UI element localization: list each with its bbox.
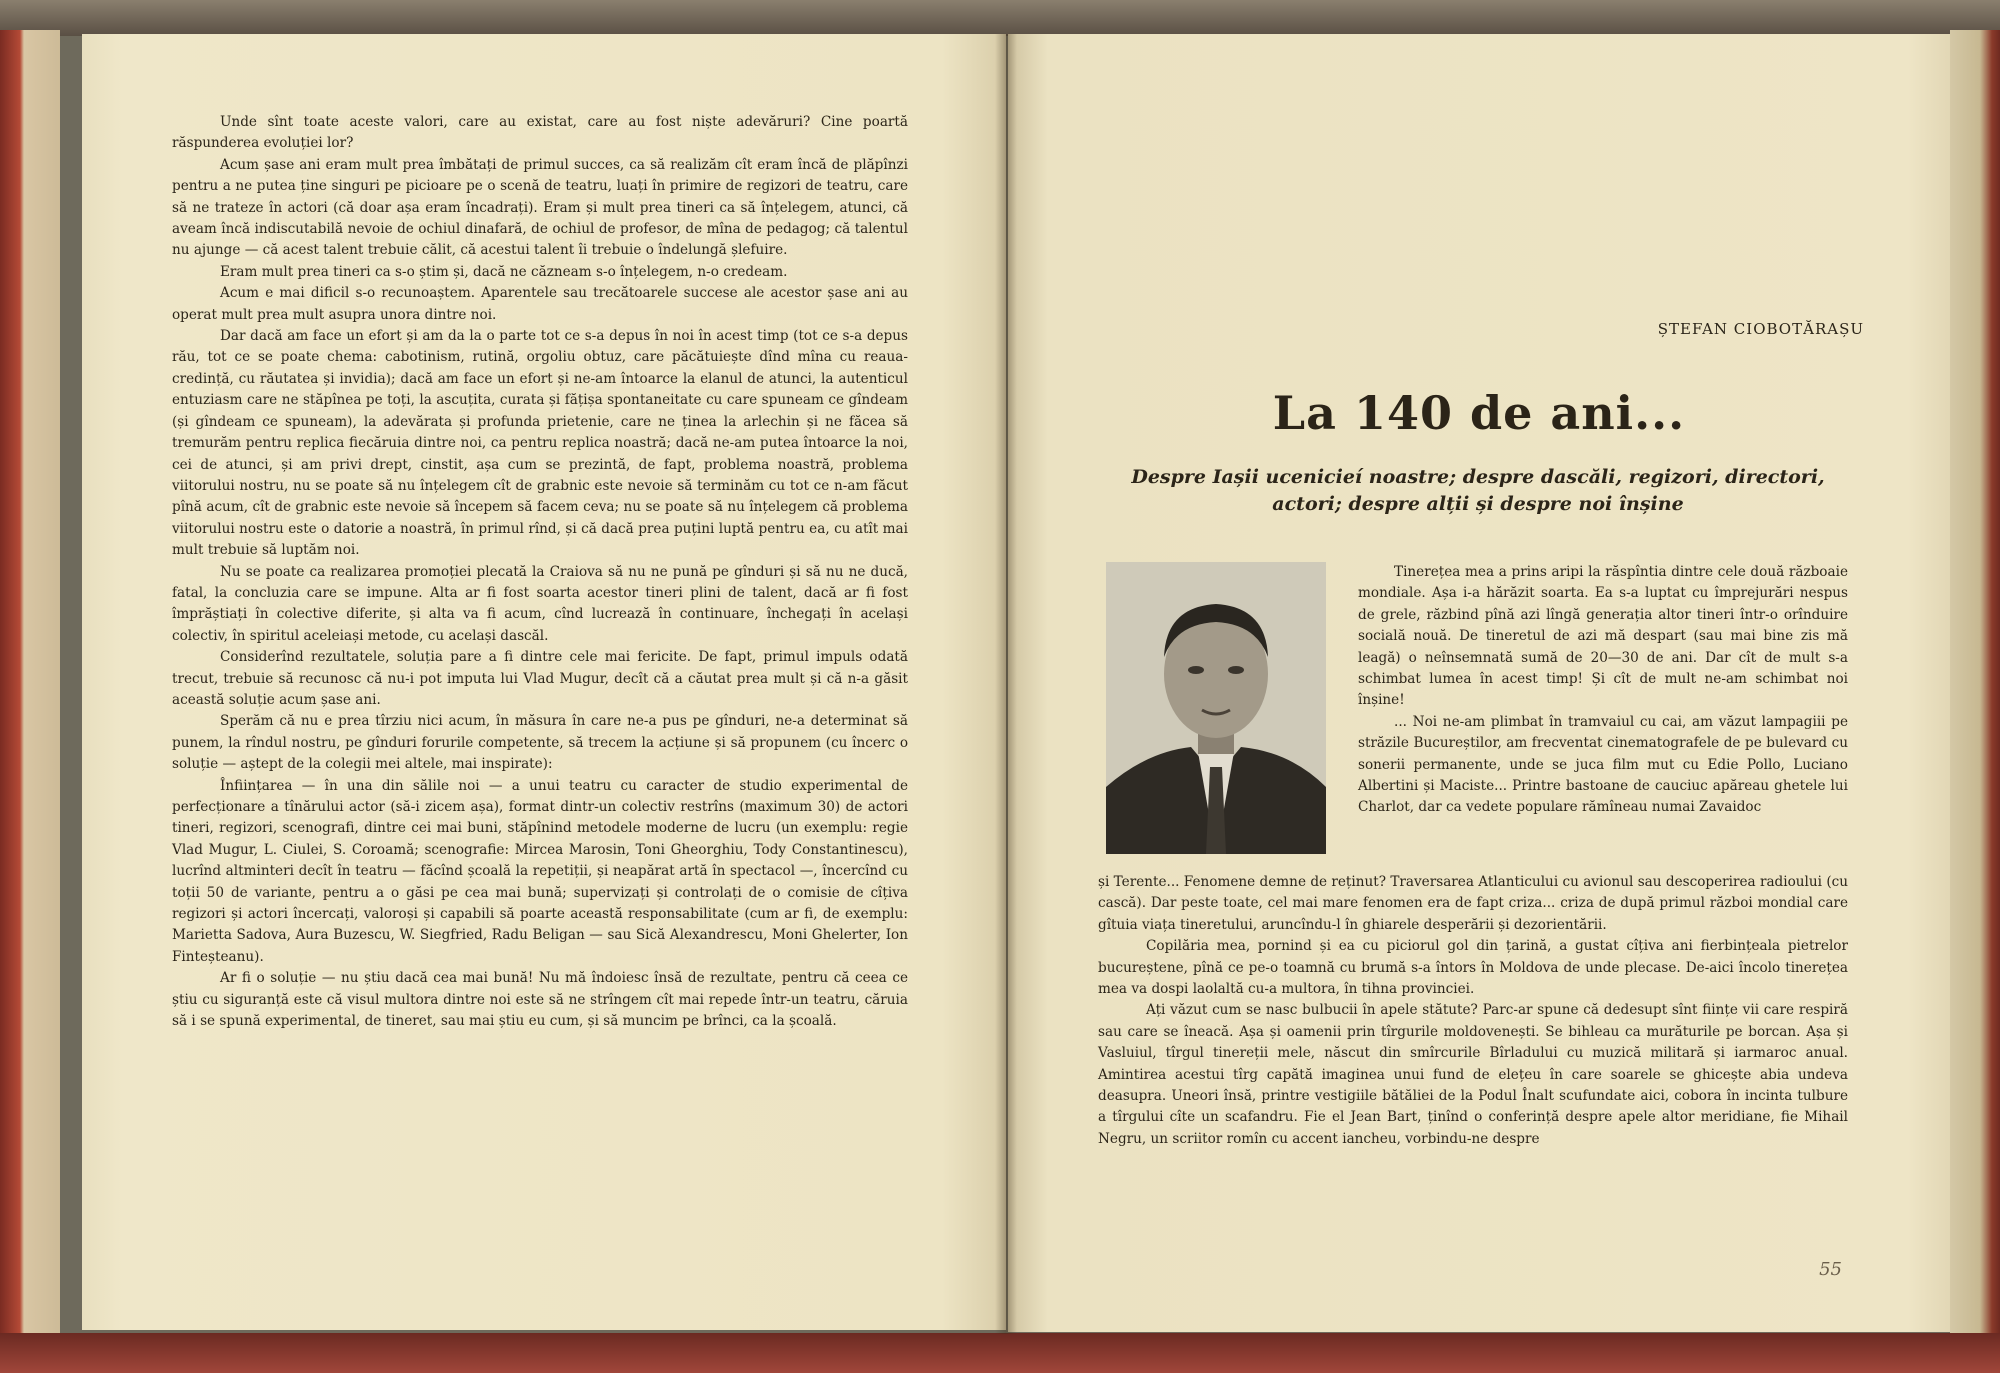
article-subtitle: Despre Iașii ucenicieí noastre; despre dascăli, regizori, directori, actori; despre alții și despre noi înșine (1131, 466, 1825, 515)
book-gutter (995, 34, 1017, 1334)
paragraph: Unde sînt toate aceste valori, care au existat, care au fost niște adevăruri? Cine poartă răspunderea evoluției lor? (172, 114, 908, 152)
paragraph: Tinerețea mea a prins aripi la răspîntia dintre cele două războaie mondiale. Așa i-a hărăzit soarta. Ea s-a luptat cu împrejurări nespus de grele, răzbind pînă azi lîngă generația altor tineri într-o orînduire socială nouă. De tineretul de azi mă despart (sau mai bine zis mă leagă) o neînsemnată sumă de 20—30 de ani. Dar cît de mult s-a schimbat lumea în acest timp! Și cît de mult ne-am schimbat noi înșine! (1358, 564, 1848, 709)
portrait-illustration (1106, 562, 1326, 854)
book-cover-bottom (0, 1333, 2000, 1373)
book-spine-left (0, 30, 60, 1350)
paragraph: Ar fi o soluție — nu știu dacă cea mai bună! Nu mă îndoiesc însă de rezultate, pentru că ceea ce știu cu siguranță este că visul multora dintre noi este să ne strîngem cît mai repede într-un teatru, căruia să i se spună experimental, de tineret, sau mai știu eu cum, și să muncim pe brînci, ca la școală. (172, 970, 908, 1030)
paragraph: Acum e mai dificil s-o recunoaștem. Aparentele sau trecătoarele succese ale acestor șase ani au operat mult prea mult asupra unora dintre noi. (172, 285, 908, 323)
left-page-text (172, 112, 908, 1032)
left-page (82, 34, 1006, 1330)
paragraph: ... Noi ne-am plimbat în tramvaiul cu cai, am văzut lampagiii pe străzile Bucureștilor, am frecventat cinematografele de pe bulevard cu sonerii permanente, unde se juca film mut cu Edie Pollo, Luciano Albertini și Maciste... Printre bastoane de cauciuc apăreau ghetele lui Charlot, dar ca vedete populare rămîneau numai Zavaidoc (1358, 713, 1848, 816)
article-title: La 140 de ani... (1272, 386, 1686, 440)
author-portrait-photo (1106, 562, 1326, 854)
paragraph: Înființarea — în una din sălile noi — a unui teatru cu caracter de studio experimental de perfecționare a tînărului actor (să-i zicem așa), format dintr-un colectiv restrîns (maximum 30) de actori tineri, regizori, scenografi, dintre cei mai buni, stăpînind metodele moderne de lucru (un exemplu: regie Vlad Mugur, L. Ciulei, S. Coroamă; scenografie: Mircea Marosin, Toni Gheorghiu, Tody Constantinescu), lucrînd altminteri decît în teatru — făcînd școală la repetiții, și neapărat artă în spectacol —, încercînd cu toții 50 de variante, pentru a o găsi pe cea mai bună; supervizați și controlați de o comisie de cîțiva regizori și actori încercați, valoroși și capabili să poarte această responsabilitate (cum ar fi, de exemplu: Marietta Sadova, Aura Buzescu, W. Siegfried, Radu Beligan — sau Sică Alexandrescu, Moni Ghelerter, Ion Finteșteanu). (172, 777, 908, 965)
page-number: 55 (1819, 1259, 1842, 1280)
right-page (1008, 34, 1950, 1332)
paragraph: Nu se poate ca realizarea promoției plecată la Craiova să nu ne pună pe gînduri și să nu ne ducă, fatal, la concluzia care se impune. Alta ar fi fost soarta acestor tineri plini de talent, dacă ar fi fost împrăștiați în colective diferite, și alta va fi acum, cînd lucrează în continuare, închegați în același colectiv, în spiritul aceleiași metode, cu același dascăl. (172, 563, 908, 644)
paragraph: și Terente... Fenomene demne de reținut? Traversarea Atlanticului cu avionul sau descoperirea radioului (cu cască). Dar peste toate, cel mai mare fenomen era de fapt criza... criza de după primul război mondial care gîtuia viața tineretului, aruncîndu-l în ghiarele desperării și dezorientării. (1098, 874, 1848, 933)
paragraph: Dar dacă am face un efort și am da la o parte tot ce s-a depus în noi în acest timp (tot ce s-a depus rău, tot ce se poate chema: cabotinism, rutină, orgoliu obtuz, care păcătuiește dînd mîna cu reaua-credință, cu răutatea și invidia); dacă am face un efort și ne-am întoarce la elanul de atunci, la autenticul entuziasm care ne stăpînea pe toți, la ascuțita, curata și fățișa spontaneitate cu care spuneam ce gîndeam (și gîndeam ce spuneam), la adevărata și profunda prietenie, care ne ținea la arlechin și ne făcea să tremurăm pentru replica fiecăruia dintre noi, ca pentru replica noastră; dacă ne-am putea întoarce la noi, cei de atunci, și am privi drept, cinstit, așa cum se prezintă, de fapt, problema noastră, problema viitorului nostru, nu se poate să nu înțelegem cît de grabnic este nevoie să terminăm cu tot ce n-am făcut pînă acum, cît de grabnic este nevoie să începem să facem ceva; nu se poate să nu înțelegem că problema viitorului nostru este o datorie a noastră, în primul rînd, și că dacă prea puțini luptă pentru ea, cu atît mai mult trebuie să luptăm noi. (172, 328, 908, 559)
paragraph: Ați văzut cum se nasc bulbucii în apele stătute? Parc-ar spune că dedesupt sînt ființe vii care respiră sau care se îneacă. Așa și oamenii prin tîrgurile moldovenești. Se bihleau ca murăturile pe borcan. Așa și Vasluiul, tîrgul tinereții mele, născut din smîrcurile Bîrladului cu muzică militară și iarmaroc anual. Amintirea acestui tîrg capătă imaginea unui fund de elețeu în care soarele se ghicește abia undeva deasupra. Uneori însă, printre vestigiile bătăliei de la Podul Înalt scufundate aici, cobora în incinta tulbure a tîrgului cîte un scafandru. Fie el Jean Bart, ținînd o conferință despre apele altor meridiane, fie Mihail Negru, un scriitor romîn cu accent iancheu, vorbindu-ne despre (1098, 1002, 1848, 1147)
article-author: ȘTEFAN CIOBOTĂRAȘU (1657, 320, 1864, 338)
book-top-edge (0, 0, 2000, 36)
paragraph: Copilăria mea, pornind și ea cu piciorul gol din țarină, a gustat cîțiva ani fierbințeala pietrelor bucureștene, pînă ce pe-o toamnă cu brumă s-a întors în Moldova de unde plecase. De-aici încolo tinerețea mea va dospi laolaltă cu-a multora, în tihna provinciei. (1098, 938, 1848, 998)
paragraph: Sperăm că nu e prea tîrziu nici acum, în măsura în care ne-a pus pe gînduri, ne-a determinat să punem, la rîndul nostru, pe gînduri forurile competente, să trecem la acțiune și să propunem (cu încerc o soluție — aștept de la colegii mei altele, mai inspirate): (172, 713, 908, 773)
right-page-text (1098, 872, 1848, 1150)
paragraph: Eram mult prea tineri ca s-o știm și, dacă ne căzneam s-o înțelegem, n-o credeam. (220, 263, 788, 280)
paragraph: Considerînd rezultatele, soluția pare a fi dintre cele mai fericite. De fapt, primul impuls odată trecut, trebuie să recunosc că nu-i pot imputa lui Vlad Mugur, decît că a căutat prea mult și că n-a găsit această soluție acum șase ani. (172, 649, 908, 708)
paragraph: Acum șase ani eram mult prea îmbătați de primul succes, ca să realizăm cît eram încă de plăpînzi pentru a ne putea ține singuri pe picioare pe o scenă de teatru, luați în primire de regizori de teatru, care să ne trateze în actori (că doar așa eram încadrați). Eram și mult prea tineri ca să înțelegem, atunci, că aveam încă indiscutabilă nevoie de ochiul dinafară, de ochiul de profesor, de mîna de pedagog; că talentul nu ajunge — că acest talent trebuie călit, că acestui talent îi trebuie o îndelungă șlefuire. (172, 156, 908, 259)
intro-text (1358, 562, 1848, 819)
book-edge-right (1950, 30, 2000, 1360)
